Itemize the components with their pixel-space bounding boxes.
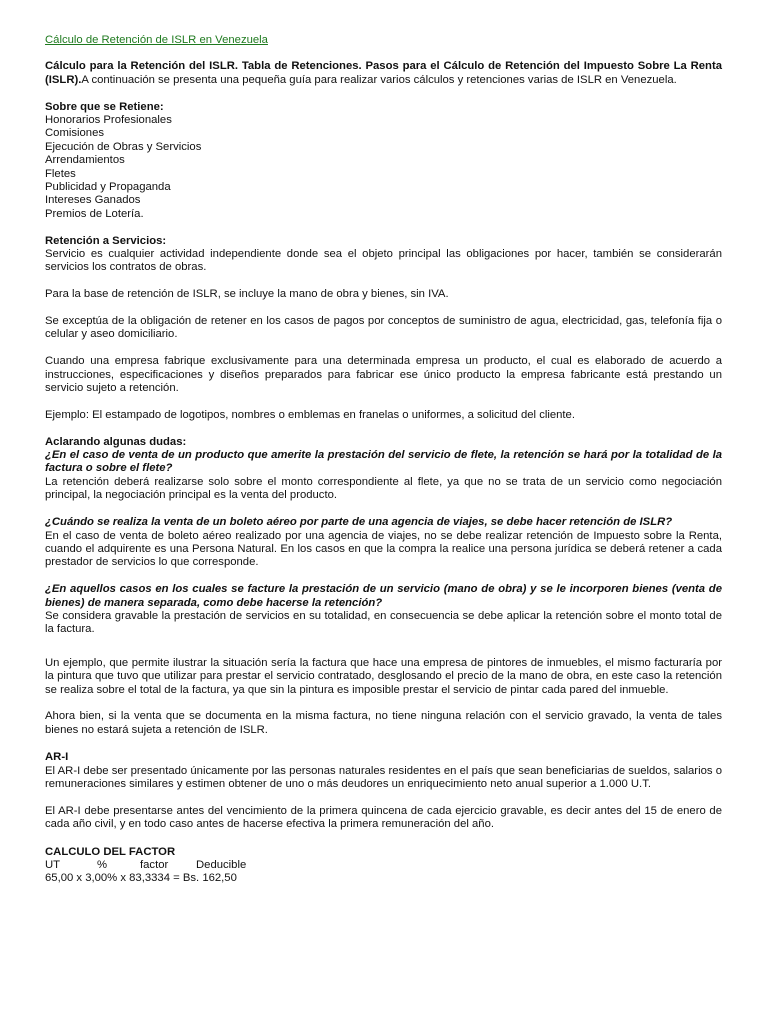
intro-text: A continuación se presenta una pequeña guía para realizar varios cálculos y retenciones varias de ISLR en Venezuela. [81, 73, 677, 86]
factor-col-pct: % [97, 858, 108, 871]
sobre-list [45, 114, 722, 221]
question-3: ¿En aquellos casos en los cuales se facture la prestación de un servicio (mano de obra) y se le incorporen bienes (venta de bienes) de manera separada, como debe hacerse la retención? [45, 583, 722, 609]
ari-paragraph: El AR-I debe presentarse antes del vencimiento de la primera quincena de cada ejercicio gravable, es decir antes del 15 de enero de cada año civil, y en todo caso antes de hacerse efectiva la primera remuneración del año. [45, 804, 722, 831]
factor-col-ut: UT [45, 858, 61, 871]
question-1: ¿En el caso de venta de un producto que amerite la prestación del servicio de flete, la retención se hará por la totalidad de la factura o sobre el flete? [45, 449, 722, 475]
servicios-paragraph: Cuando una empresa fabrique exclusivamente para una determinada empresa un producto, el cual es elaborado de acuerdo a instrucciones, especificaciones y diseños preparados para fabricar ese único producto la empresa fabricante está prestando un servicio sujeto a retención. [45, 355, 722, 395]
ari-paragraph: El AR-I debe ser presentado únicamente por las personas naturales residentes en el país que sean beneficiarias de sueldos, salarios o remuneraciones similares y estimen obtener de uno o más deudores un enriquecimiento neto anual superior a 1.000 U.T. [45, 764, 722, 790]
servicios-paragraph: Para la base de retención de ISLR, se incluye la mano de obra y bienes, sin IVA. [45, 288, 449, 301]
servicios-paragraph: Servicio es cualquier actividad independiente donde sea el objeto principal las obligaciones por hacer, también se considerarán servicios los contratos de obras. [45, 248, 722, 274]
servicios-heading: Retención a Servicios: [45, 234, 167, 247]
intro-bold-text: Cálculo para la Retención del ISLR. Tabla de Retenciones. Pasos para el Cálculo de Retención del Impuesto Sobre La Renta (ISLR). [45, 60, 722, 86]
sobre-item: Premios de Lotería. [45, 207, 144, 220]
document-page [45, 34, 722, 886]
ejemplo-paragraph: Un ejemplo, que permite ilustrar la situación sería la factura que hace una empresa de pintores de inmuebles, el mismo facturaría por la pintura que tuvo que utilizar para prestar el servicio contratado, desglosando el precio de la mano de obra, en este caso la retención se realiza sobre el total de la factura, ya que sin la pintura es imposible prestar el servicio de pintar cada pared del inmueble. [45, 656, 722, 696]
document-title-link[interactable]: Cálculo de Retención de ISLR en Venezuela [45, 34, 268, 46]
factor-formula: 65,00 x 3,00% x 83,3334 = Bs. 162,50 [45, 872, 237, 885]
intro-paragraph [45, 60, 722, 87]
sobre-item: Publicidad y Propaganda [45, 181, 171, 194]
sobre-item: Arrendamientos [45, 154, 125, 167]
sobre-item: Fletes [45, 167, 76, 180]
factor-header-row [45, 859, 722, 872]
dudas-heading: Aclarando algunas dudas: [45, 435, 187, 448]
sobre-item: Honorarios Profesionales [45, 114, 172, 127]
sobre-item: Comisiones [45, 127, 105, 140]
ahora-paragraph: Ahora bien, si la venta que se documenta en la misma factura, no tiene ninguna relación con el servicio gravado, la venta de tales bienes no estará sujeta a retención de ISLR. [45, 710, 722, 736]
question-2: ¿Cuándo se realiza la venta de un boleto aéreo por parte de una agencia de viajes, se debe hacer retención de ISLR? [45, 516, 673, 529]
ari-heading: AR-I [45, 751, 69, 764]
factor-col-factor: factor [140, 858, 169, 871]
answer-3: Se considera gravable la prestación de servicios en su totalidad, en consecuencia se debe aplicar la retención sobre el monto total de la factura. [45, 609, 722, 636]
factor-col-deducible: Deducible [196, 858, 247, 871]
sobre-heading: Sobre que se Retiene: [45, 100, 164, 113]
sobre-item: Ejecución de Obras y Servicios [45, 140, 202, 153]
factor-heading: CALCULO DEL FACTOR [45, 845, 176, 858]
sobre-item: Intereses Ganados [45, 194, 141, 207]
answer-1: La retención deberá realizarse solo sobre el monto correspondiente al flete, ya que no se trata de un servicio como negociación principal, la negociación principal es la venta del producto. [45, 475, 722, 502]
answer-2: En el caso de venta de boleto aéreo realizado por una agencia de viajes, no se debe realizar retención de Impuesto sobre la Renta, cuando el adquirente es una Persona Natural. En los casos en que la compra la realice una persona jurídica se deberá retener a cada prestador de servicios lo que corresponde. [45, 529, 722, 569]
servicios-paragraph: Se exceptúa de la obligación de retener en los casos de pagos por conceptos de suministro de agua, electricidad, gas, telefonía fija o celular y aseo domiciliario. [45, 315, 722, 341]
servicios-paragraph: Ejemplo: El estampado de logotipos, nombres o emblemas en franelas o uniformes, a solicitud del cliente. [45, 408, 575, 421]
